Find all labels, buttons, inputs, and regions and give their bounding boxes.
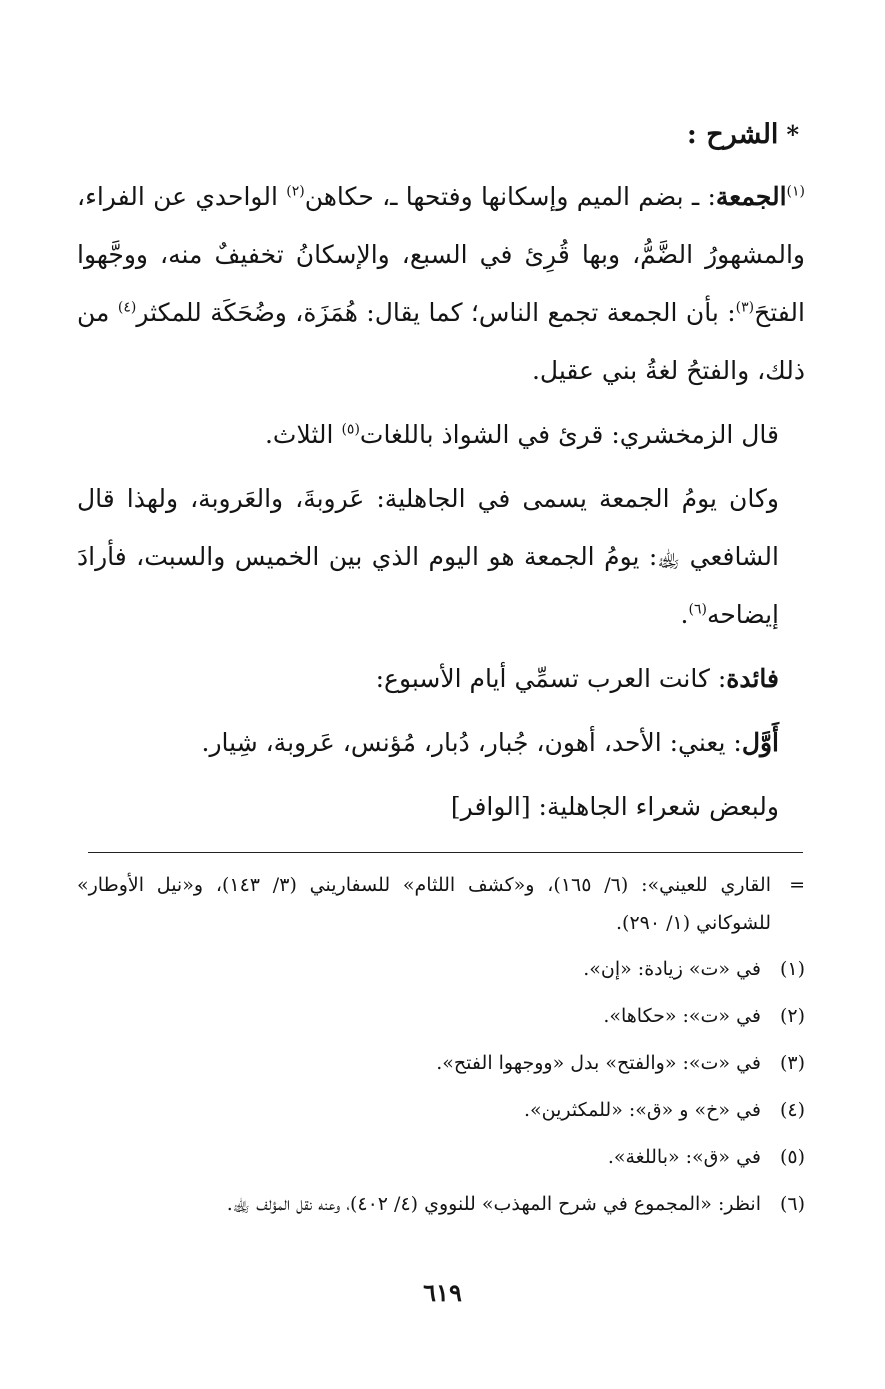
footnote-number: (٦) (779, 1193, 805, 1215)
footnote-ref: (٤) (117, 299, 137, 316)
paragraph-text: قال الزمخشري: قرئ في الشواذ باللغات (359, 420, 779, 449)
footnote-text: انظر: «المجموع في شرح المهذب» للنووي (٤/ ٤٠٢)، وعنه نقل المؤلف ﵀. (226, 1193, 761, 1215)
footnote-1 (77, 946, 805, 993)
footnote-text: في «ت»: «والفتح» بدل «ووجهوا الفتح». (436, 1052, 761, 1074)
paragraph-text: : بأن الجمعة تجمع الناس؛ كما يقال: هُمَزَة، وضُحَكَة للمكثر (136, 298, 736, 327)
footnote-2 (77, 993, 805, 1040)
paragraph-text: : كانت العرب تسمِّي أيام الأسبوع: (375, 664, 727, 693)
term-faidah: فائدة (726, 664, 779, 693)
paragraph-jahiliyyah (77, 470, 805, 644)
footnote-3 (77, 1040, 805, 1087)
page-number: ٦١٩ (423, 1278, 462, 1307)
footnote-number: (٢) (779, 1005, 805, 1027)
footnote-ref: (٥) (341, 421, 360, 438)
section-heading (77, 110, 805, 160)
paragraph-zamakhshari (77, 406, 805, 464)
footnote-number: (٣) (779, 1052, 805, 1074)
continuation-text: القاري للعيني»: (٦/ ١٦٥)، و«كشف اللثام» للسفاريني (٣/ ١٤٣)، و«نيل الأوطار» للشوكاني (١/ ٢٩٠). (77, 874, 771, 934)
footnote-text: في «ق»: «باللغة». (607, 1146, 761, 1168)
footnote-continuation (77, 866, 805, 942)
footnote-ref: (٦) (688, 601, 707, 618)
footnotes (77, 866, 805, 1228)
footnote-number: (١) (779, 958, 805, 980)
footnote-ref: (٢) (286, 183, 305, 200)
paragraph-days-list (77, 714, 805, 772)
heading-star: * (786, 120, 799, 149)
footnote-divider (88, 852, 803, 853)
paragraph-text: . (680, 600, 689, 629)
footnote-text: في «ت» زيادة: «إن». (583, 958, 761, 980)
footnote-number: (٥) (779, 1146, 805, 1168)
paragraph-text: : ـ بضم الميم وإسكانها وفتحها ـ، حكاهن (304, 182, 716, 211)
term-jumuah: الجمعة (715, 182, 787, 211)
paragraph-text: ولبعض شعراء الجاهلية: [الوافر] (450, 792, 779, 821)
paragraph-jumuah (77, 168, 805, 400)
footnote-text: في «خ» و «ق»: «للمكثرين». (524, 1099, 761, 1121)
main-text (77, 110, 805, 836)
footnote-ref: (١) (786, 183, 805, 200)
paragraph-faidah (77, 650, 805, 708)
footnote-5 (77, 1134, 805, 1181)
footnote-ref: (٣) (735, 299, 755, 316)
continuation-marker: = (789, 874, 805, 896)
term-awwal: أَوَّل (741, 728, 779, 757)
heading-text: الشرح : (686, 119, 779, 150)
footnote-4 (77, 1087, 805, 1134)
paragraph-text: : يعني: الأحد، أهون، جُبار، دُبار، مُؤنس، عَروبة، شِيار. (201, 728, 742, 757)
paragraph-text: الثلاث. (264, 420, 342, 449)
footnote-text: في «ت»: «حكاها». (603, 1005, 761, 1027)
footnote-number: (٤) (779, 1099, 805, 1121)
footnote-6 (77, 1181, 805, 1228)
paragraph-text: الواحدي عن الفراء، والمشهورُ الضَّمُّ، وبها قُرِئ في السبع، والإسكانُ تخفيفٌ منه، ووجَّهوا الفتحَ (77, 182, 805, 327)
paragraph-text: وكان يومُ الجمعة يسمى في الجاهلية: عَروبةَ، والعَروبة، ولهذا قال الشافعي ﵀: يومُ الجمعة هو اليوم الذي بين الخميس والسبت، فأرادَ إيضاحه (77, 484, 779, 629)
paragraph-text: من ذلك، والفتحُ لغةُ بني عقيل. (77, 298, 805, 385)
paragraph-poet (77, 778, 805, 836)
